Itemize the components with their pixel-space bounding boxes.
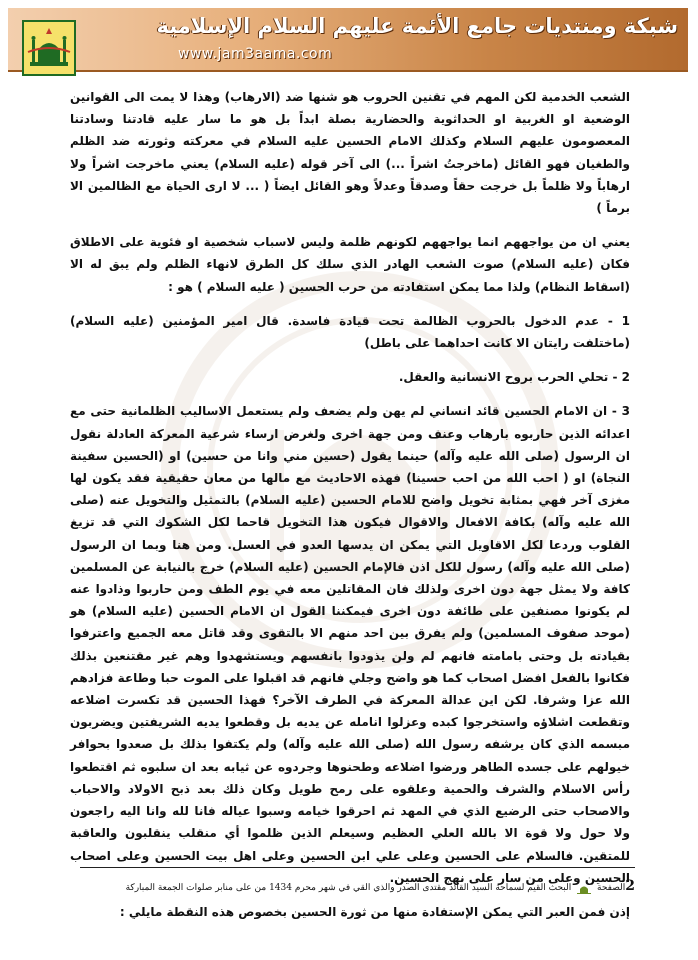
point-1: 1 - عدم الدخول بالحروب الظالمة تحت قيادة فاسدة. قال امير المؤمنين (عليه السلام) (ماختلفت رايتان الا كانت احداهما على باطل) [70, 313, 630, 351]
article-body [70, 86, 630, 923]
paragraph-1: الشعب الخدمية لكن المهم في تقنين الحروب هو شنها ضد (الارهاب) وهذا لا يمت الى القوانين الوضعية او الغربية او الحداثوية والحضارية بصلة ابداً بل هو ما سار عليه قادتنا وسادتنا المعصومون عليهم السلام وكذلك الامام الحسين عليه السلام في معركته وثورته ضد الظلم والطغيان فهو القائل (ماخرجتُ اشراً ...) الى آخر قوله (عليه السلام) يعني ماخرجت اشراً ولا ارهاباً ولا ظلماً بل خرجت حقاً وصدقاً وعدلاً وهو القائل ايضاً ( ... لا ارى الحياة مع الظالمين الا برماً ) [70, 90, 630, 216]
point-2: 2 - تحلي الحرب بروح الانسانية والعقل. [398, 370, 630, 385]
footer-text: البحث القيم لسماحة السيد القائد مقتدى الصدر والذي القي في شهر محرم 1434 من على منابر صلوات الجمعة المباركة [125, 883, 572, 893]
header-banner [8, 8, 688, 72]
point-3: 3 - ان الامام الحسين قائد انساني لم يهن ولم يضعف ولم يستعمل الاساليب الظلمانية حتى مع اعدائه الذين حاربوه بارهاب وعنف ومن جهة اخرى ولغرض ارساء شرعية المعركة العادلة نقول ان الرسول (صلى الله عليه وآله) حينما يقول (حسين مني وانا من حسين) او (الحسين سفينة النجاة) او ( احب الله من احب حسينا) فهذه الاحاديث مع مالها من معان حقيقية فقد يكون لها مغزى آخر فهي بمثابة تخويل واضح للامام الحسين (عليه السلام) بالتمثيل والتخويل عنه (صلى الله عليه وآله) بكافة الافعال والاقوال فيكون هذا التخويل قاحما لكل الشكوك التي قد تزيغ القلوب وردعا لكل الاقاويل التي يمكن ان يدسها العدو في العسل. ومن هنا وبما ان الرسول (صلى الله عليه وآله) رسول للكل اذن فالإمام الحسين (عليه السلام) خرج بالنيابة عن المسلمين كافة ولا يمثل جهة دون اخرى ولذلك فان المقاتلين معه في يوم الطف ومن حاربوا وذادوا عنه لم يكونوا مصنفين على طائفة دون اخرى فيمكننا القول ان الامام الحسين (عليه السلام) هو (موحد صفوف المسلمين) ولم يفرق بين احد منهم الا بالتقوى وقد قاتل معه الجميع واعترفوا بقيادته بل وحتى بامامته فانهم لم ولن يذودوا بانفسهم ويستشهدوا وهم غير مقتنعين بذلك فكانوا بالفعل افضل اصحاب كما هو واضح وجلي فانهم قد اقبلوا على الموت حبا وطاعة فزادهم الله عزا وشرفا. لكن اين عدالة المعركة في الطرف الآخر؟ فهذا الحسين قد تكسرت اضلاعه وتقطعت اشلاؤه واستخرجوا كبده وعزلوا انامله عن يديه بل وقطعوا يديه الشريفتين ويضربون مبسمه الذي كان يرشفه رسول الله (صلى الله عليه وآله) ولم يكتفوا بذلك بل صعدوا بحوافر خيولهم على جسده الطاهر ورضوا اضلاعه وطحنوها وجردوه عن ثيابه بعد ان سلبوه ثم اقتطعوا رأس الاسلام والشرف والحمية وعلقوه على رمح طويل وكان ذلك بعد ذبح الاولاد والاحباب والاصحاب حتى الرضيع الذي في المهد ثم احرقوا خيامه وسبوا عياله فانا لله وانا اليه راجعون ولا حول ولا قوة الا بالله العلي العظيم وسيعلم الذين ظلموا أي منقلب ينقلبون والعاقبة للمتقين. فالسلام على الحسين وعلى علي ابن الحسين وعلى اهل بيت الحسين وعلى اصحاب الحسين وعلى من سار على نهج الحسين. [70, 404, 630, 885]
site-url[interactable]: www.jam3aama.com [178, 46, 333, 62]
page-number: 2 [625, 878, 635, 894]
conclusion-line: إذن فمن العبر التي يمكن الإستفادة منها من ثورة الحسين بخصوص هذه النقطة مايلي : [119, 904, 630, 919]
page-footer [80, 878, 635, 894]
mosque-small-icon [576, 882, 592, 894]
site-title: شبكة ومنتديات جامع الأئمة عليهم السلام الإسلامية [156, 14, 678, 38]
footer-divider [80, 867, 635, 868]
paragraph-2: يعني ان من يواجههم انما يواجههم لكونهم ظلمة وليس لاسباب شخصية او فئوية على الاطلاق فكان (عليه السلام) صوت الشعب الهادر الذي سلك كل الطرق لانهاء الظلم ولم يبق له الا (اسقاط النظام) ولذا مما يمكن استفادته من حرب الحسين ( عليه السلام ) هو : [70, 235, 630, 294]
mosque-logo-icon [22, 20, 76, 76]
page-label: الصفحة [597, 883, 626, 893]
